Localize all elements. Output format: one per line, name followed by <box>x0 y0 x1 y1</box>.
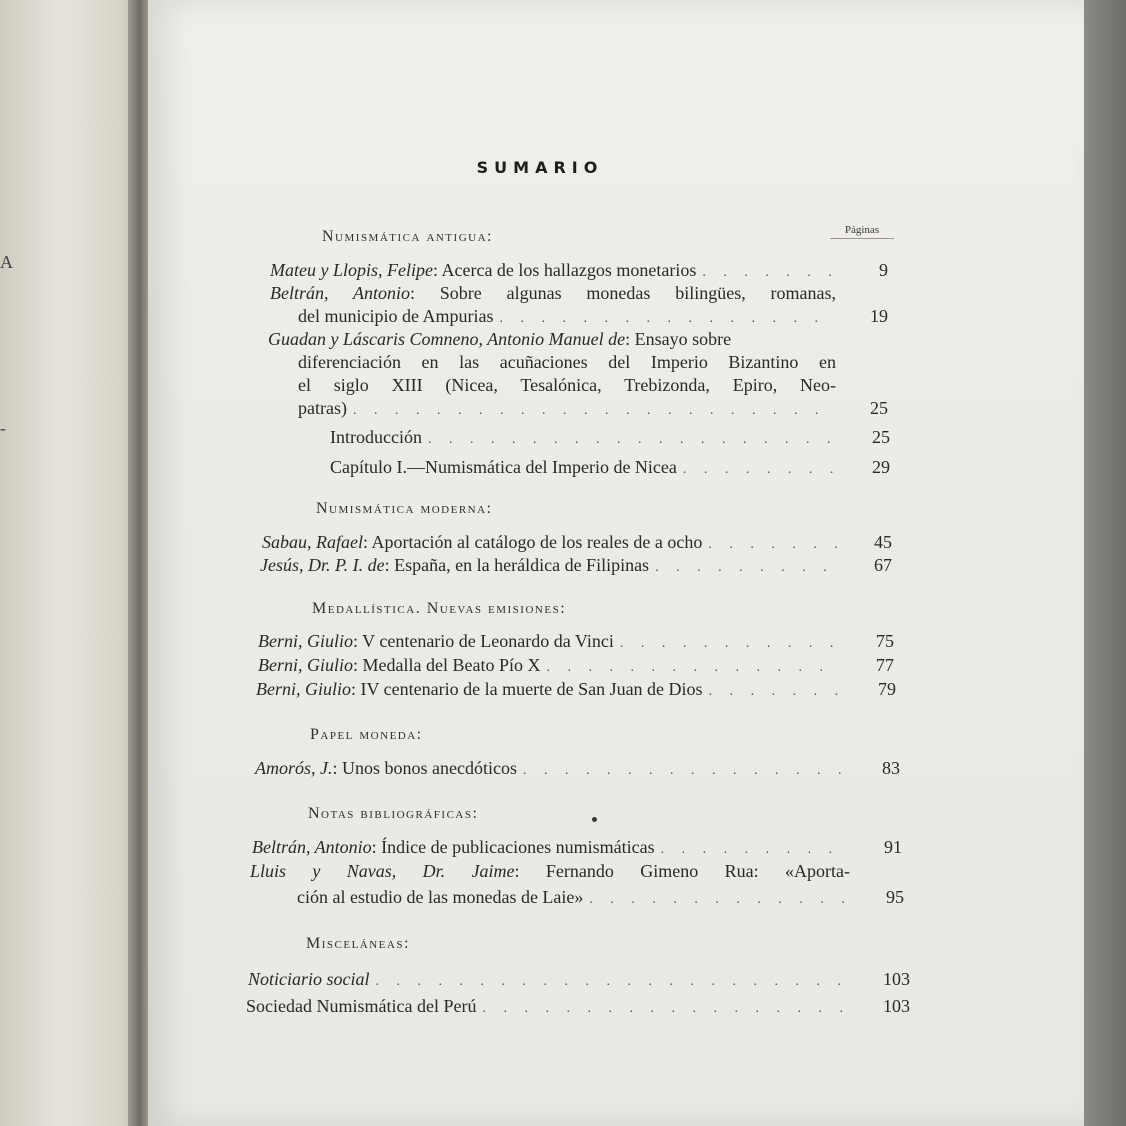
entry-title: : Medalla del Beato Pío X <box>353 655 541 675</box>
toc-entry-beltran-2 <box>252 835 902 859</box>
entry-page-number: 9 <box>879 260 888 280</box>
toc-entry-berni-2 <box>258 653 894 677</box>
entry-author: Lluis y Navas, Dr. Jaime <box>250 861 515 881</box>
toc-entry-capitulo-1 <box>330 455 890 479</box>
entry-title: : Índice de publicaciones numismáticas <box>371 837 655 857</box>
section-miscelaneas: Misceláneas: <box>306 935 410 952</box>
section-medallistica: Medallística. Nuevas emisiones: <box>312 600 567 617</box>
toc-entry-noticiario <box>248 967 910 991</box>
entry-author: Sabau, Rafael <box>262 532 363 552</box>
entry-author: Mateu y Llopis, Felipe <box>270 260 433 280</box>
toc-entry-introduccion <box>330 425 890 449</box>
toc-entry-lluis-line2 <box>297 885 904 909</box>
entry-author: Beltrán, Antonio <box>252 837 372 857</box>
dot-leader <box>428 428 836 452</box>
entry-title: : Ensayo sobre <box>625 329 732 349</box>
entry-title: : IV centenario de la muerte de San Juan de Dios <box>351 679 703 699</box>
entry-title: : Unos bonos anecdóticos <box>332 758 517 778</box>
entry-page-number: 103 <box>883 996 910 1016</box>
entry-author: Beltrán, Antonio <box>270 283 410 303</box>
section-notas-bibliograficas: Notas bibliográficas: <box>308 805 479 822</box>
entry-page-number: 77 <box>876 655 894 675</box>
toc-entry-guadan-line2: diferenciación en las acuñaciones del Imperio Bizantino en <box>298 352 836 372</box>
ink-speck <box>592 817 597 822</box>
paginas-header: Páginas <box>830 224 894 239</box>
dot-leader <box>655 556 838 580</box>
entry-title: Noticiario social <box>248 969 370 989</box>
section-numismatica-antigua: Numismática antigua: <box>322 228 493 245</box>
entry-title: Introducción <box>330 427 422 447</box>
table-edge <box>1084 0 1126 1126</box>
left-page-mark: A <box>0 252 13 272</box>
entry-title: : Fernando Gimeno Rua: «Aporta- <box>514 861 851 881</box>
toc-entry-berni-1 <box>258 629 894 653</box>
toc-entry-sociedad <box>246 994 910 1018</box>
dot-leader <box>589 888 850 912</box>
entry-page-number: 75 <box>876 631 894 651</box>
dot-leader <box>709 680 842 704</box>
toc-entry-berni-3 <box>256 677 896 701</box>
entry-title: : Sobre algunas monedas bilingües, romanas, <box>409 283 836 303</box>
entry-page-number: 83 <box>882 758 900 778</box>
toc-entry-guadan-line3: el siglo XIII (Nicea, Tesalónica, Trebizonda, Epiro, Neo- <box>298 375 836 395</box>
entry-page-number: 95 <box>886 887 904 907</box>
toc-entry-sabau <box>262 530 892 554</box>
entry-title-continuation: ción al estudio de las monedas de Laie» <box>297 887 584 907</box>
toc-entry-guadan-line1 <box>268 327 836 351</box>
entry-page-number: 29 <box>872 457 890 477</box>
toc-entry-beltran-line1 <box>270 281 836 305</box>
toc-entry-mateu <box>270 258 888 282</box>
entry-author: Berni, Giulio <box>256 679 351 699</box>
dot-leader <box>523 759 846 783</box>
toc-entry-amoros <box>255 756 900 780</box>
entry-author: Guadan y Láscaris Comneno, Antonio Manuel de <box>268 329 626 349</box>
dot-leader <box>353 399 834 423</box>
entry-page-number: 25 <box>870 398 888 418</box>
entry-title-continuation: del municipio de Ampurias <box>298 306 494 326</box>
entry-page-number: 45 <box>874 532 892 552</box>
dot-leader <box>683 458 836 482</box>
entry-author: Berni, Giulio <box>258 631 353 651</box>
dot-leader <box>376 970 857 994</box>
entry-author: Jesús, Dr. P. I. de <box>260 555 385 575</box>
entry-page-number: 91 <box>884 837 902 857</box>
left-page-mark: - <box>0 418 6 438</box>
entry-page-number: 25 <box>872 427 890 447</box>
toc-entry-lluis-line1 <box>250 859 850 883</box>
dot-leader <box>482 997 856 1021</box>
entry-title: : Acerca de los hallazgos monetarios <box>432 260 697 280</box>
section-numismatica-moderna: Numismática moderna: <box>316 500 493 517</box>
toc-entry-beltran-line2 <box>298 304 888 328</box>
entry-page-number: 19 <box>870 306 888 326</box>
entry-author: Amorós, J. <box>255 758 333 778</box>
section-papel-moneda: Papel moneda: <box>310 726 423 743</box>
entry-page-number: 79 <box>878 679 896 699</box>
entry-title: Capítulo I.—Numismática del Imperio de Nicea <box>330 457 677 477</box>
entry-title-continuation: patras) <box>298 398 347 418</box>
entry-title: : Aportación al catálogo de los reales de a ocho <box>363 532 703 552</box>
entry-title: : España, en la heráldica de Filipinas <box>384 555 650 575</box>
page-title: SUMARIO <box>476 158 604 177</box>
entry-page-number: 103 <box>883 969 910 989</box>
entry-author: Berni, Giulio <box>258 655 353 675</box>
entry-page-number: 67 <box>874 555 892 575</box>
toc-entry-guadan-line4 <box>298 396 888 420</box>
entry-title: : V centenario de Leonardo da Vinci <box>353 631 614 651</box>
entry-title: Sociedad Numismática del Perú <box>246 996 477 1016</box>
toc-entry-jesus <box>260 553 892 577</box>
